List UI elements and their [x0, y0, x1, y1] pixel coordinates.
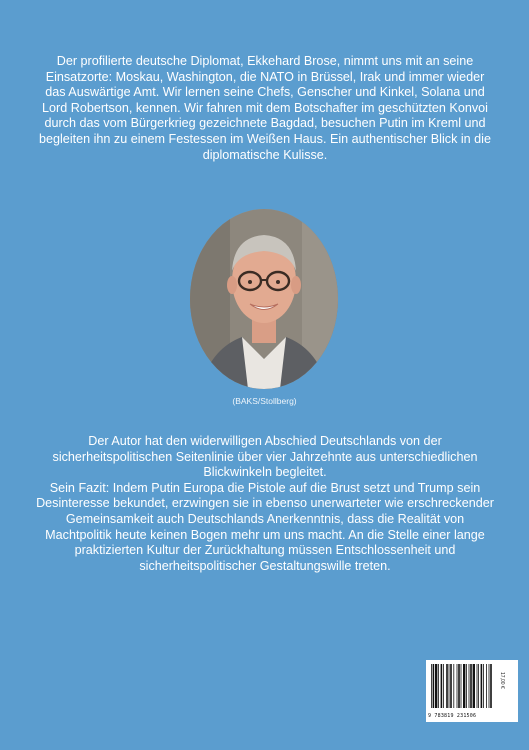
isbn-number: 9 783819 231506: [428, 713, 477, 719]
blurb-top: Der profilierte deutsche Diplomat, Ekkehard Brose, nimmt uns mit an seine Einsatzorte: Moskau, Washington, die NATO in Brüssel, Irak und immer wieder das Auswärtige Amt. Wir lernen seine Chefs, Genscher und Kinkel, Solana und Lord Robertson, kennen. Wir fahren mit dem Botschafter im geschützten Konvoi durch das vom Bürgerkrieg gezeichnete Bagdad, besuchen Putin im Kreml und begleiten ihn zu einem Festessen im Weißen Haus. Ein authentischer Blick in die diplomatische Kulisse.: [39, 54, 491, 162]
blurb-bottom: [36, 434, 494, 574]
price-label: 17,00 €: [499, 672, 505, 689]
blurb-bottom-paragraph-2: Sein Fazit: Indem Putin Europa die Pistole auf die Brust setzt und Trump sein Desinteresse bekundet, erzwingen sie in ebenso unerwarteter wie erschreckender Gemeinsamkeit auch Deutschlands Anerkenntnis, dass die Realität von Machtpolitik heute keinen Bogen mehr um uns macht. An die Stelle einer lange praktizierten Kultur der Zurückhaltung müssen Entschlossenheit und sicherheitspolitischer Gestaltungswille treten.: [36, 480, 494, 573]
author-portrait: [190, 209, 338, 389]
blurb-bottom-paragraph-1: Der Autor hat den widerwilligen Abschied Deutschlands von der sicherheitspolitischen Seitenlinie über vier Jahrzehnte aus unterschiedlichen Blickwinkeln begleitet.: [52, 434, 478, 480]
photo-credit: (BAKS/Stollberg): [232, 396, 297, 406]
